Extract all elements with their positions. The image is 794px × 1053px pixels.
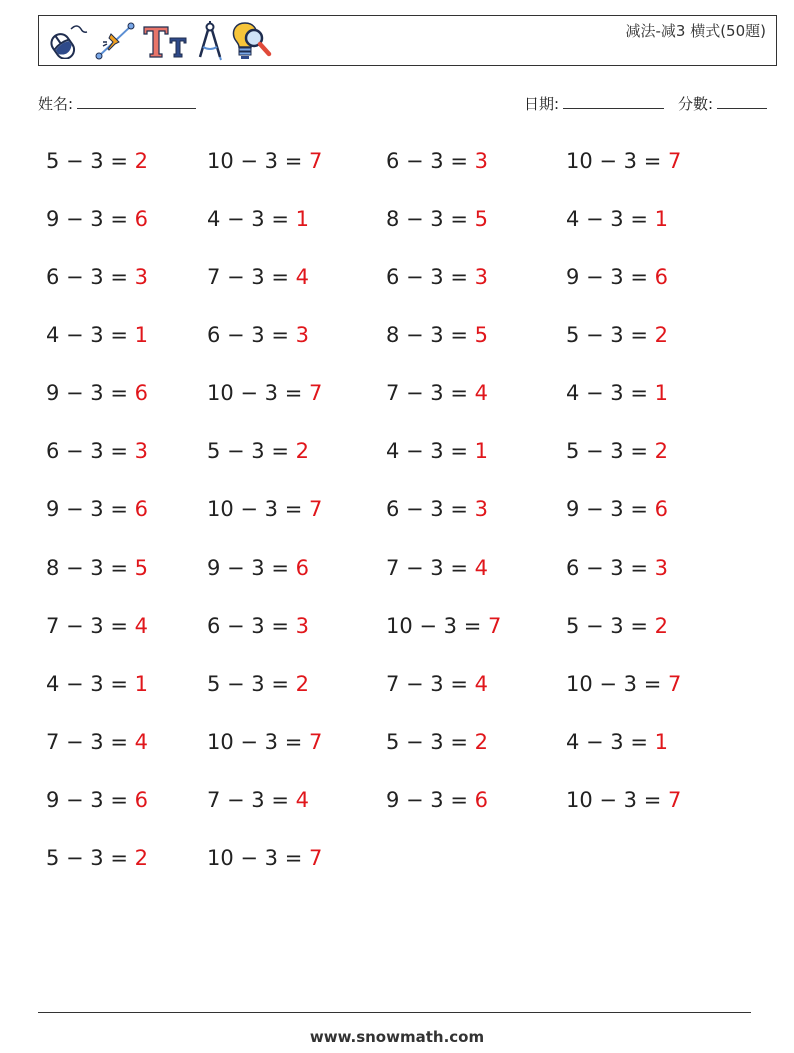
problem-answer: 2: [295, 671, 309, 696]
problem-answer: 3: [474, 265, 488, 290]
footer-divider: [38, 1012, 751, 1013]
problem-item: [207, 780, 386, 838]
score-field: [678, 92, 767, 114]
problem-answer: 1: [295, 207, 309, 232]
problem-question: 7 − 3 =: [386, 555, 475, 580]
problem-answer: 7: [308, 149, 323, 173]
problem-item: [566, 373, 746, 431]
problem-answer: 2: [474, 729, 488, 754]
problem-item: [386, 315, 566, 373]
problem-item: [46, 199, 207, 257]
problem-item: [207, 838, 386, 896]
problem-item: [386, 548, 566, 606]
problem-answer: 6: [134, 207, 148, 232]
problem-item: [386, 780, 566, 838]
problem-item: [386, 489, 566, 547]
problem-item: [386, 722, 566, 780]
problem-item: [566, 606, 746, 664]
problem-item: [46, 257, 207, 315]
problem-item: [46, 548, 207, 606]
problem-answer: 5: [474, 323, 488, 348]
problem-answer: 6: [134, 497, 148, 522]
score-blank[interactable]: [717, 92, 767, 109]
problem-item: [386, 606, 566, 664]
problem-answer: 2: [654, 323, 668, 348]
problem-answer: 3: [134, 265, 148, 290]
problem-answer: 2: [295, 439, 309, 464]
problem-answer: 3: [474, 149, 488, 173]
problem-item: [46, 431, 207, 489]
problem-answer: 3: [295, 613, 309, 638]
problem-item: [207, 373, 386, 431]
problem-answer: 7: [667, 149, 682, 173]
name-blank[interactable]: [77, 92, 196, 109]
problem-question: 7 − 3 =: [207, 265, 296, 290]
problem-question: 5 − 3 =: [566, 323, 655, 348]
problem-item: [386, 257, 566, 315]
problem-answer: 1: [654, 381, 668, 406]
compass-icon: [195, 21, 225, 61]
problem-question: 8 − 3 =: [46, 555, 135, 580]
problem-item: [566, 141, 746, 199]
problem-item: [566, 780, 746, 838]
problem-item: [207, 315, 386, 373]
problem-answer: 7: [308, 729, 323, 754]
problem-item: [566, 664, 746, 722]
problem-item: [46, 722, 207, 780]
problem-answer: 4: [295, 265, 309, 290]
problem-item: [46, 315, 207, 373]
problem-item: [386, 664, 566, 722]
problem-answer: 7: [308, 497, 323, 522]
problem-answer: 7: [308, 381, 323, 406]
problem-answer: 3: [654, 555, 668, 580]
problem-question: 10 − 3 =: [207, 729, 309, 754]
problem-question: 6 − 3 =: [46, 439, 135, 464]
header-icons: [45, 21, 273, 61]
problem-question: 5 − 3 =: [566, 613, 655, 638]
problem-question: 10 − 3 =: [207, 845, 309, 870]
problem-answer: 7: [487, 613, 502, 638]
problem-answer: 6: [295, 555, 309, 580]
problem-item: [566, 257, 746, 315]
problem-question: 10 − 3 =: [207, 497, 309, 522]
problem-question: 6 − 3 =: [386, 497, 475, 522]
problem-item: [566, 489, 746, 547]
problem-item: [386, 431, 566, 489]
problem-question: 5 − 3 =: [207, 439, 296, 464]
problem-item: [46, 373, 207, 431]
mouse-icon: [45, 23, 89, 59]
problem-item: [207, 548, 386, 606]
problem-answer: 5: [474, 207, 488, 232]
problem-answer: 7: [308, 845, 323, 870]
problem-question: 4 − 3 =: [566, 207, 655, 232]
date-blank[interactable]: [563, 92, 664, 109]
problem-question: 7 − 3 =: [386, 671, 475, 696]
problem-question: 6 − 3 =: [386, 149, 475, 173]
problem-item: [566, 548, 746, 606]
problem-answer: 3: [474, 497, 488, 522]
problem-question: 7 − 3 =: [46, 729, 135, 754]
problem-item: [207, 141, 386, 199]
problem-answer: 6: [474, 787, 488, 812]
problem-grid: [46, 141, 766, 896]
problem-question: 6 − 3 =: [46, 265, 135, 290]
problem-question: 9 − 3 =: [46, 787, 135, 812]
problem-question: 9 − 3 =: [386, 787, 475, 812]
site-url: www.snowmath.com: [309, 1028, 485, 1046]
problem-item: [566, 315, 746, 373]
problem-question: 4 − 3 =: [566, 381, 655, 406]
problem-question: 10 − 3 =: [566, 671, 668, 696]
problem-question: 6 − 3 =: [207, 613, 296, 638]
worksheet-header: [38, 15, 777, 66]
problem-question: 8 − 3 =: [386, 207, 475, 232]
problem-item: [207, 431, 386, 489]
problem-question: 10 − 3 =: [207, 149, 309, 173]
problem-answer: 2: [654, 439, 668, 464]
problem-item: [207, 722, 386, 780]
problem-question: 9 − 3 =: [46, 381, 135, 406]
problem-answer: 1: [474, 439, 488, 464]
problem-answer: 2: [134, 149, 148, 173]
problem-answer: 6: [134, 381, 148, 406]
problem-item: [207, 489, 386, 547]
problem-answer: 5: [134, 555, 148, 580]
problem-item: [386, 373, 566, 431]
problem-answer: 3: [295, 323, 309, 348]
score-label: 分數:: [678, 95, 714, 113]
problem-question: 10 − 3 =: [207, 381, 309, 406]
problem-question: 5 − 3 =: [46, 149, 135, 173]
pushpin-icon: [95, 22, 135, 60]
problem-answer: 2: [134, 845, 148, 870]
problem-item: [207, 199, 386, 257]
problem-item: [46, 838, 207, 896]
problem-question: 5 − 3 =: [386, 729, 475, 754]
problem-answer: 1: [654, 729, 668, 754]
date-field: [524, 92, 664, 114]
name-field: [38, 92, 196, 114]
problem-question: 9 − 3 =: [207, 555, 296, 580]
problem-question: 9 − 3 =: [46, 207, 135, 232]
problem-item: [46, 141, 207, 199]
problem-question: 10 − 3 =: [566, 787, 668, 812]
problem-answer: 4: [134, 729, 148, 754]
problem-question: 7 − 3 =: [46, 613, 135, 638]
date-label: 日期:: [524, 95, 560, 113]
problem-question: 9 − 3 =: [566, 497, 655, 522]
problem-item: [566, 722, 746, 780]
problem-question: 6 − 3 =: [207, 323, 296, 348]
lightbulb-search-icon: [231, 21, 273, 61]
problem-answer: 6: [654, 265, 668, 290]
problem-answer: 6: [134, 787, 148, 812]
problem-answer: 4: [295, 787, 309, 812]
problem-answer: 1: [654, 207, 668, 232]
problem-answer: 1: [134, 671, 148, 696]
problem-item: [386, 199, 566, 257]
problem-item: [46, 606, 207, 664]
problem-item: [207, 664, 386, 722]
problem-item: [566, 431, 746, 489]
problem-answer: 4: [474, 381, 488, 406]
worksheet-title: 减法-减3 横式(50題): [625, 22, 766, 40]
problem-question: 5 − 3 =: [207, 671, 296, 696]
problem-answer: 4: [474, 555, 488, 580]
problem-question: 5 − 3 =: [566, 439, 655, 464]
problem-question: 5 − 3 =: [46, 845, 135, 870]
problem-item: [46, 664, 207, 722]
problem-item: [207, 606, 386, 664]
problem-item: [46, 780, 207, 838]
problem-answer: 7: [667, 787, 682, 812]
problem-question: 4 − 3 =: [207, 207, 296, 232]
problem-question: 4 − 3 =: [566, 729, 655, 754]
problem-answer: 7: [667, 671, 682, 696]
problem-item: [46, 489, 207, 547]
problem-answer: 2: [654, 613, 668, 638]
problem-question: 4 − 3 =: [386, 439, 475, 464]
problem-answer: 4: [134, 613, 148, 638]
problem-answer: 3: [134, 439, 148, 464]
problem-item: [207, 257, 386, 315]
problem-question: 7 − 3 =: [207, 787, 296, 812]
problem-question: 4 − 3 =: [46, 671, 135, 696]
name-label: 姓名:: [38, 95, 74, 113]
problem-item: [386, 141, 566, 199]
problem-question: 7 − 3 =: [386, 381, 475, 406]
problem-question: 6 − 3 =: [566, 555, 655, 580]
problem-answer: 4: [474, 671, 488, 696]
problem-question: 9 − 3 =: [566, 265, 655, 290]
problem-item: [566, 199, 746, 257]
problem-question: 4 − 3 =: [46, 323, 135, 348]
problem-answer: 6: [654, 497, 668, 522]
problem-question: 9 − 3 =: [46, 497, 135, 522]
problem-question: 10 − 3 =: [566, 149, 668, 173]
problem-question: 6 − 3 =: [386, 265, 475, 290]
problem-question: 8 − 3 =: [386, 323, 475, 348]
problem-answer: 1: [134, 323, 148, 348]
problem-question: 10 − 3 =: [386, 613, 488, 638]
text-size-icon: [141, 22, 189, 60]
